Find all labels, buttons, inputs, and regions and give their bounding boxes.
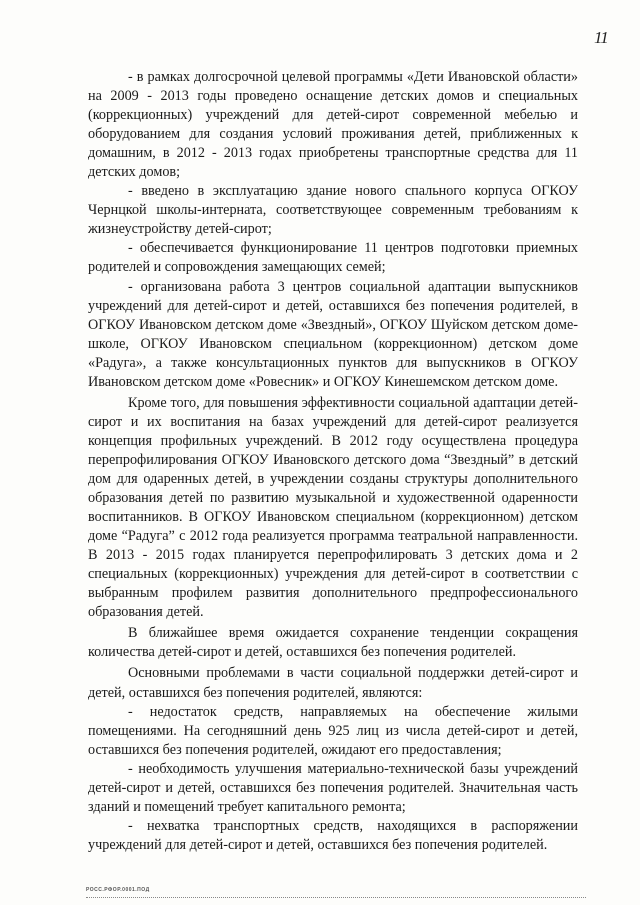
paragraph-housing-funds: - недостаток средств, направляемых на обеспечение жилыми помещениями. На сегодняшний день 925 лиц из числа детей-сирот и детей, оставшихся без попечения родителей, ожидают его предоставления; <box>88 703 578 758</box>
document-body <box>88 68 578 855</box>
paragraph-main-problems: Основными проблемами в части социальной поддержки детей-сирот и детей, оставшихся без попечения родителей, являются: <box>88 665 578 701</box>
paragraph-material-base: - необходимость улучшения материально-технической базы учреждений детей-сирот и детей, оставшихся без попечения родителей. Значительная часть зданий и помещений требует капитального ремонта; <box>88 760 578 815</box>
paragraph-furniture-program: - в рамках долгосрочной целевой программы «Дети Ивановской области» на 2009 - 2013 годы проведено оснащение детских домов и специальных (коррекционных) учреждений для детей-сирот современной мебелью и оборудованием для создания условий проживания детей, приближенных к домашним, в 2012 - 2013 годах приобретены транспортные средства для 11 детских домов; <box>88 69 578 181</box>
paragraph-profile-institutions: Кроме того, для повышения эффективности социальной адаптации детей-сирот и их воспитания на базах учреждений для детей-сирот реализуется концепция профильных учреждений. В 2012 году осуществлена процедура перепрофилирования ОГКОУ Ивановского детского дома “Звездный” в детский дом для одаренных детей, в учреждении созданы структуры дополнительного образования детей по развитию музыкальной и художественной одаренности воспитанников. В ОГКОУ Ивановском специальном (коррекционном) детском доме “Радуга” с 2012 года реализуется программа театральной направленности. В 2013 - 2015 годах планируется перепрофилировать 3 детских дома и 2 специальных (коррекционных) учреждения для детей-сирот в соответствии с выбранным профилем развития дополнительного предпрофессионального образования детей. <box>88 394 578 621</box>
paragraph-adaptation-centers: - организована работа 3 центров социальной адаптации выпускников учреждений для детей-сирот и детей, оставшихся без попечения родителей, в ОГКОУ Ивановском детском доме «Звездный», ОГКОУ Шуйском детском доме-школе, ОГКОУ Ивановском специальном (коррекционном) детском доме «Радуга», а также консультационных пунктов для выпускников в ОГКОУ Ивановском детском доме «Ровесник» и ОГКОУ Кинешемском детском доме. <box>88 278 578 390</box>
paragraph-orphan-trend: В ближайшее время ожидается сохранение тенденции сокращения количества детей-сирот и детей, оставшихся без попечения родителей. <box>88 625 578 661</box>
paragraph-dormitory-building: - введено в эксплуатацию здание нового спального корпуса ОГКОУ Чернцкой школы-интерната, соответствующее современным требованиям к жизнеустройству детей-сирот; <box>88 183 578 238</box>
paragraph-foster-centers: - обеспечивается функционирование 11 центров подготовки приемных родителей и сопровождения замещающих семей; <box>88 240 578 276</box>
paragraph-transport-shortage: - нехватка транспортных средств, находящихся в распоряжении учреждений для детей-сирот и детей, оставшихся без попечения родителей. <box>88 817 578 853</box>
footer-divider <box>86 897 586 899</box>
page-number: 11 <box>594 28 608 47</box>
footer-print-mark: РОСС.РФОР.0001.ПОД <box>86 887 150 893</box>
